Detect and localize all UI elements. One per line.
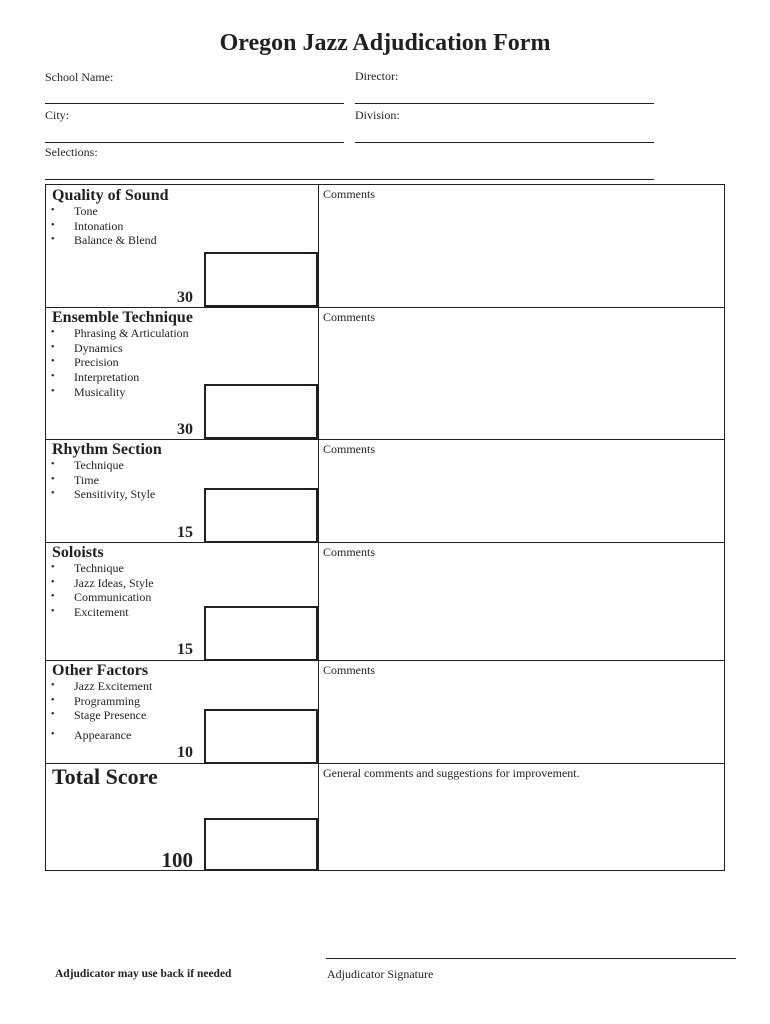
score-box[interactable]: [204, 709, 318, 764]
division-label: Division:: [355, 108, 400, 122]
selections-label: Selections:: [45, 145, 98, 159]
category-row-soloists: [46, 542, 724, 660]
school-name-label: School Name:: [45, 70, 114, 84]
category-title: Other Factors: [52, 662, 149, 679]
criteria-item: • Stage Presence: [51, 708, 152, 723]
criteria-list: [51, 326, 189, 399]
criteria-item: • Balance & Blend: [51, 233, 157, 248]
city-field[interactable]: [45, 142, 344, 143]
criteria-item: • Jazz Excitement: [51, 679, 152, 694]
score-box[interactable]: [204, 252, 318, 307]
criteria-item: • Phrasing & Articulation: [51, 326, 189, 341]
signature-field[interactable]: [326, 958, 736, 959]
director-label: Director:: [355, 69, 399, 83]
criteria-item: • Appearance: [51, 728, 152, 743]
back-page-note: Adjudicator may use back if needed: [55, 968, 232, 980]
criteria-item: • Dynamics: [51, 341, 189, 356]
score-box[interactable]: [204, 384, 318, 439]
column-divider: [318, 185, 319, 870]
criteria-list: [51, 679, 152, 743]
total-score-row: [46, 763, 724, 870]
general-comments-label: General comments and suggestions for improvement.: [323, 766, 580, 780]
max-points: 30: [177, 289, 193, 306]
criteria-list: [51, 458, 155, 502]
signature-label: Adjudicator Signature: [327, 967, 434, 981]
category-row-other-factors: [46, 660, 724, 763]
criteria-item: • Tone: [51, 204, 157, 219]
comments-label: Comments: [323, 663, 376, 677]
category-title: Quality of Sound: [52, 187, 169, 204]
criteria-item: • Technique: [51, 458, 155, 473]
comments-label: Comments: [323, 545, 376, 559]
category-row-ensemble-technique: [46, 307, 724, 439]
criteria-item: • Intonation: [51, 219, 157, 234]
score-box[interactable]: [204, 488, 318, 543]
division-field[interactable]: [355, 142, 654, 143]
criteria-item: • Communication: [51, 590, 154, 605]
total-score-title: Total Score: [52, 764, 158, 789]
max-points: 10: [177, 744, 193, 761]
criteria-item: • Programming: [51, 694, 152, 709]
criteria-item: • Technique: [51, 561, 154, 576]
criteria-list: [51, 561, 154, 620]
criteria-item: • Precision: [51, 355, 189, 370]
max-points: 15: [177, 524, 193, 541]
max-points: 15: [177, 641, 193, 658]
criteria-item: • Jazz Ideas, Style: [51, 576, 154, 591]
category-title: Rhythm Section: [52, 441, 162, 458]
category-row-quality-of-sound: [46, 185, 724, 307]
score-box[interactable]: [204, 606, 318, 661]
director-field[interactable]: [355, 103, 654, 104]
school-name-field[interactable]: [45, 103, 344, 104]
comments-label: Comments: [323, 442, 376, 456]
category-title: Ensemble Technique: [52, 309, 193, 326]
selections-field[interactable]: [45, 179, 654, 180]
comments-label: Comments: [323, 187, 376, 201]
category-row-rhythm-section: [46, 439, 724, 542]
criteria-item: • Excitement: [51, 605, 154, 620]
criteria-item: • Time: [51, 473, 155, 488]
criteria-list: [51, 204, 157, 248]
criteria-item: • Interpretation: [51, 370, 189, 385]
city-label: City:: [45, 108, 70, 122]
criteria-item: • Sensitivity, Style: [51, 487, 155, 502]
total-score-box[interactable]: [204, 818, 318, 871]
total-max-points: 100: [161, 848, 193, 872]
criteria-item: • Musicality: [51, 385, 189, 400]
max-points: 30: [177, 421, 193, 438]
comments-label: Comments: [323, 310, 376, 324]
category-title: Soloists: [52, 544, 104, 561]
scoring-grid: [45, 184, 725, 871]
form-title: Oregon Jazz Adjudication Form: [219, 30, 551, 56]
